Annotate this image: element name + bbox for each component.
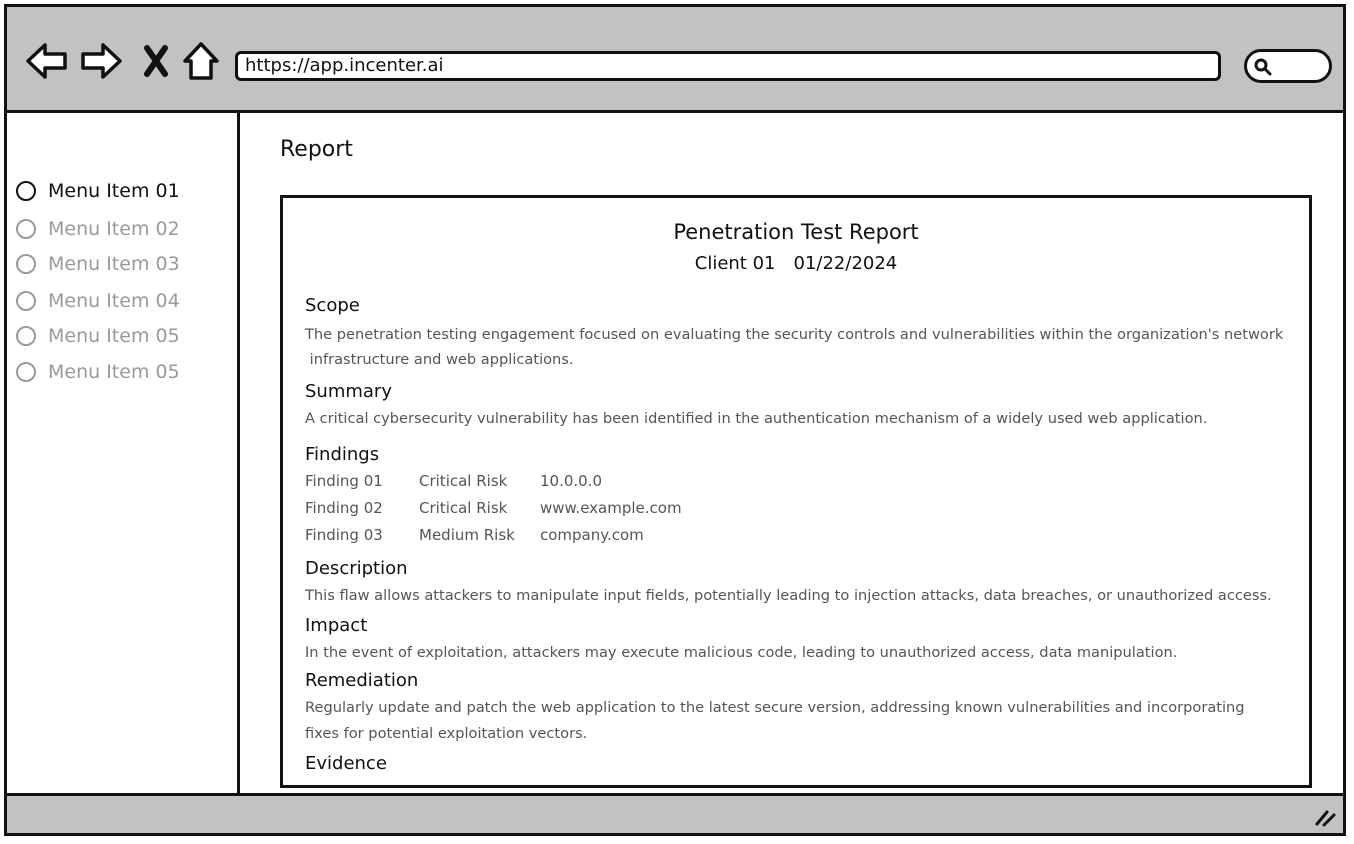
finding-risk: Medium Risk <box>419 526 515 544</box>
radio-circle-icon <box>16 362 36 382</box>
address-bar[interactable] <box>235 51 1221 81</box>
resize-grip-icon[interactable] <box>1313 804 1337 828</box>
impact-text: In the event of exploitation, attackers may execute malicious code, leading to unauthorized access, data manipulation. <box>305 644 1178 661</box>
radio-circle-icon <box>16 181 36 201</box>
browser-window <box>4 4 1346 836</box>
home-icon[interactable] <box>177 37 225 85</box>
finding-risk: Critical Risk <box>419 499 508 517</box>
scope-text-line-2: infrastructure and web applications. <box>305 351 574 368</box>
sidebar-item-label: Menu Item 05 <box>48 361 180 383</box>
browser-toolbar <box>7 7 1343 113</box>
summary-text: A critical cybersecurity vulnerability has been identified in the authentication mechanism of a widely used web application. <box>305 410 1208 427</box>
radio-circle-icon <box>16 326 36 346</box>
forward-arrow-icon[interactable] <box>77 37 125 85</box>
scope-text-line-1: The penetration testing engagement focused on evaluating the security controls and vulnerabilities within the organization's network <box>305 326 1284 343</box>
sidebar-item-03[interactable] <box>16 249 180 279</box>
report-card <box>280 195 1312 788</box>
remediation-text-line-1: Regularly update and patch the web application to the latest secure version, addressing known vulnerabilities and incorporating <box>305 699 1245 716</box>
summary-heading: Summary <box>305 381 392 402</box>
remediation-text-line-2: fixes for potential exploitation vectors. <box>305 725 588 742</box>
sidebar-item-label: Menu Item 01 <box>48 180 180 202</box>
sidebar-item-label: Menu Item 03 <box>48 253 180 275</box>
evidence-heading: Evidence <box>305 753 387 774</box>
radio-circle-icon <box>16 219 36 239</box>
scope-heading: Scope <box>305 295 360 316</box>
sidebar <box>7 113 240 799</box>
sidebar-item-02[interactable] <box>16 214 180 244</box>
browser-search-field[interactable] <box>1244 49 1332 83</box>
back-arrow-icon[interactable] <box>23 37 71 85</box>
page-title: Report <box>280 137 353 162</box>
search-icon <box>1253 57 1273 77</box>
sidebar-item-label: Menu Item 05 <box>48 325 180 347</box>
radio-circle-icon <box>16 254 36 274</box>
sidebar-item-label: Menu Item 02 <box>48 218 180 240</box>
finding-id: Finding 02 <box>305 499 383 517</box>
impact-heading: Impact <box>305 615 368 636</box>
url-text: https://app.incenter.ai <box>245 55 444 76</box>
finding-id: Finding 01 <box>305 472 383 490</box>
finding-target: 10.0.0.0 <box>540 472 603 490</box>
remediation-heading: Remediation <box>305 670 419 691</box>
finding-risk: Critical Risk <box>419 472 508 490</box>
report-client: Client 01 <box>694 253 776 274</box>
description-heading: Description <box>305 558 408 579</box>
close-icon[interactable] <box>132 37 180 85</box>
sidebar-item-05[interactable] <box>16 321 180 351</box>
sidebar-item-04[interactable] <box>16 286 180 316</box>
finding-target: company.com <box>540 526 644 544</box>
radio-circle-icon <box>16 291 36 311</box>
report-title: Penetration Test Report <box>673 220 919 244</box>
findings-heading: Findings <box>305 444 380 465</box>
report-date: 01/22/2024 <box>793 253 898 274</box>
description-text: This flaw allows attackers to manipulate input fields, potentially leading to injection attacks, data breaches, or unauthorized access. <box>305 587 1272 604</box>
sidebar-item-06[interactable] <box>16 357 180 387</box>
finding-id: Finding 03 <box>305 526 383 544</box>
status-bar <box>7 793 1343 833</box>
sidebar-item-01[interactable] <box>16 176 180 206</box>
sidebar-item-label: Menu Item 04 <box>48 290 180 312</box>
finding-target: www.example.com <box>540 499 682 517</box>
report-meta <box>283 253 1309 274</box>
